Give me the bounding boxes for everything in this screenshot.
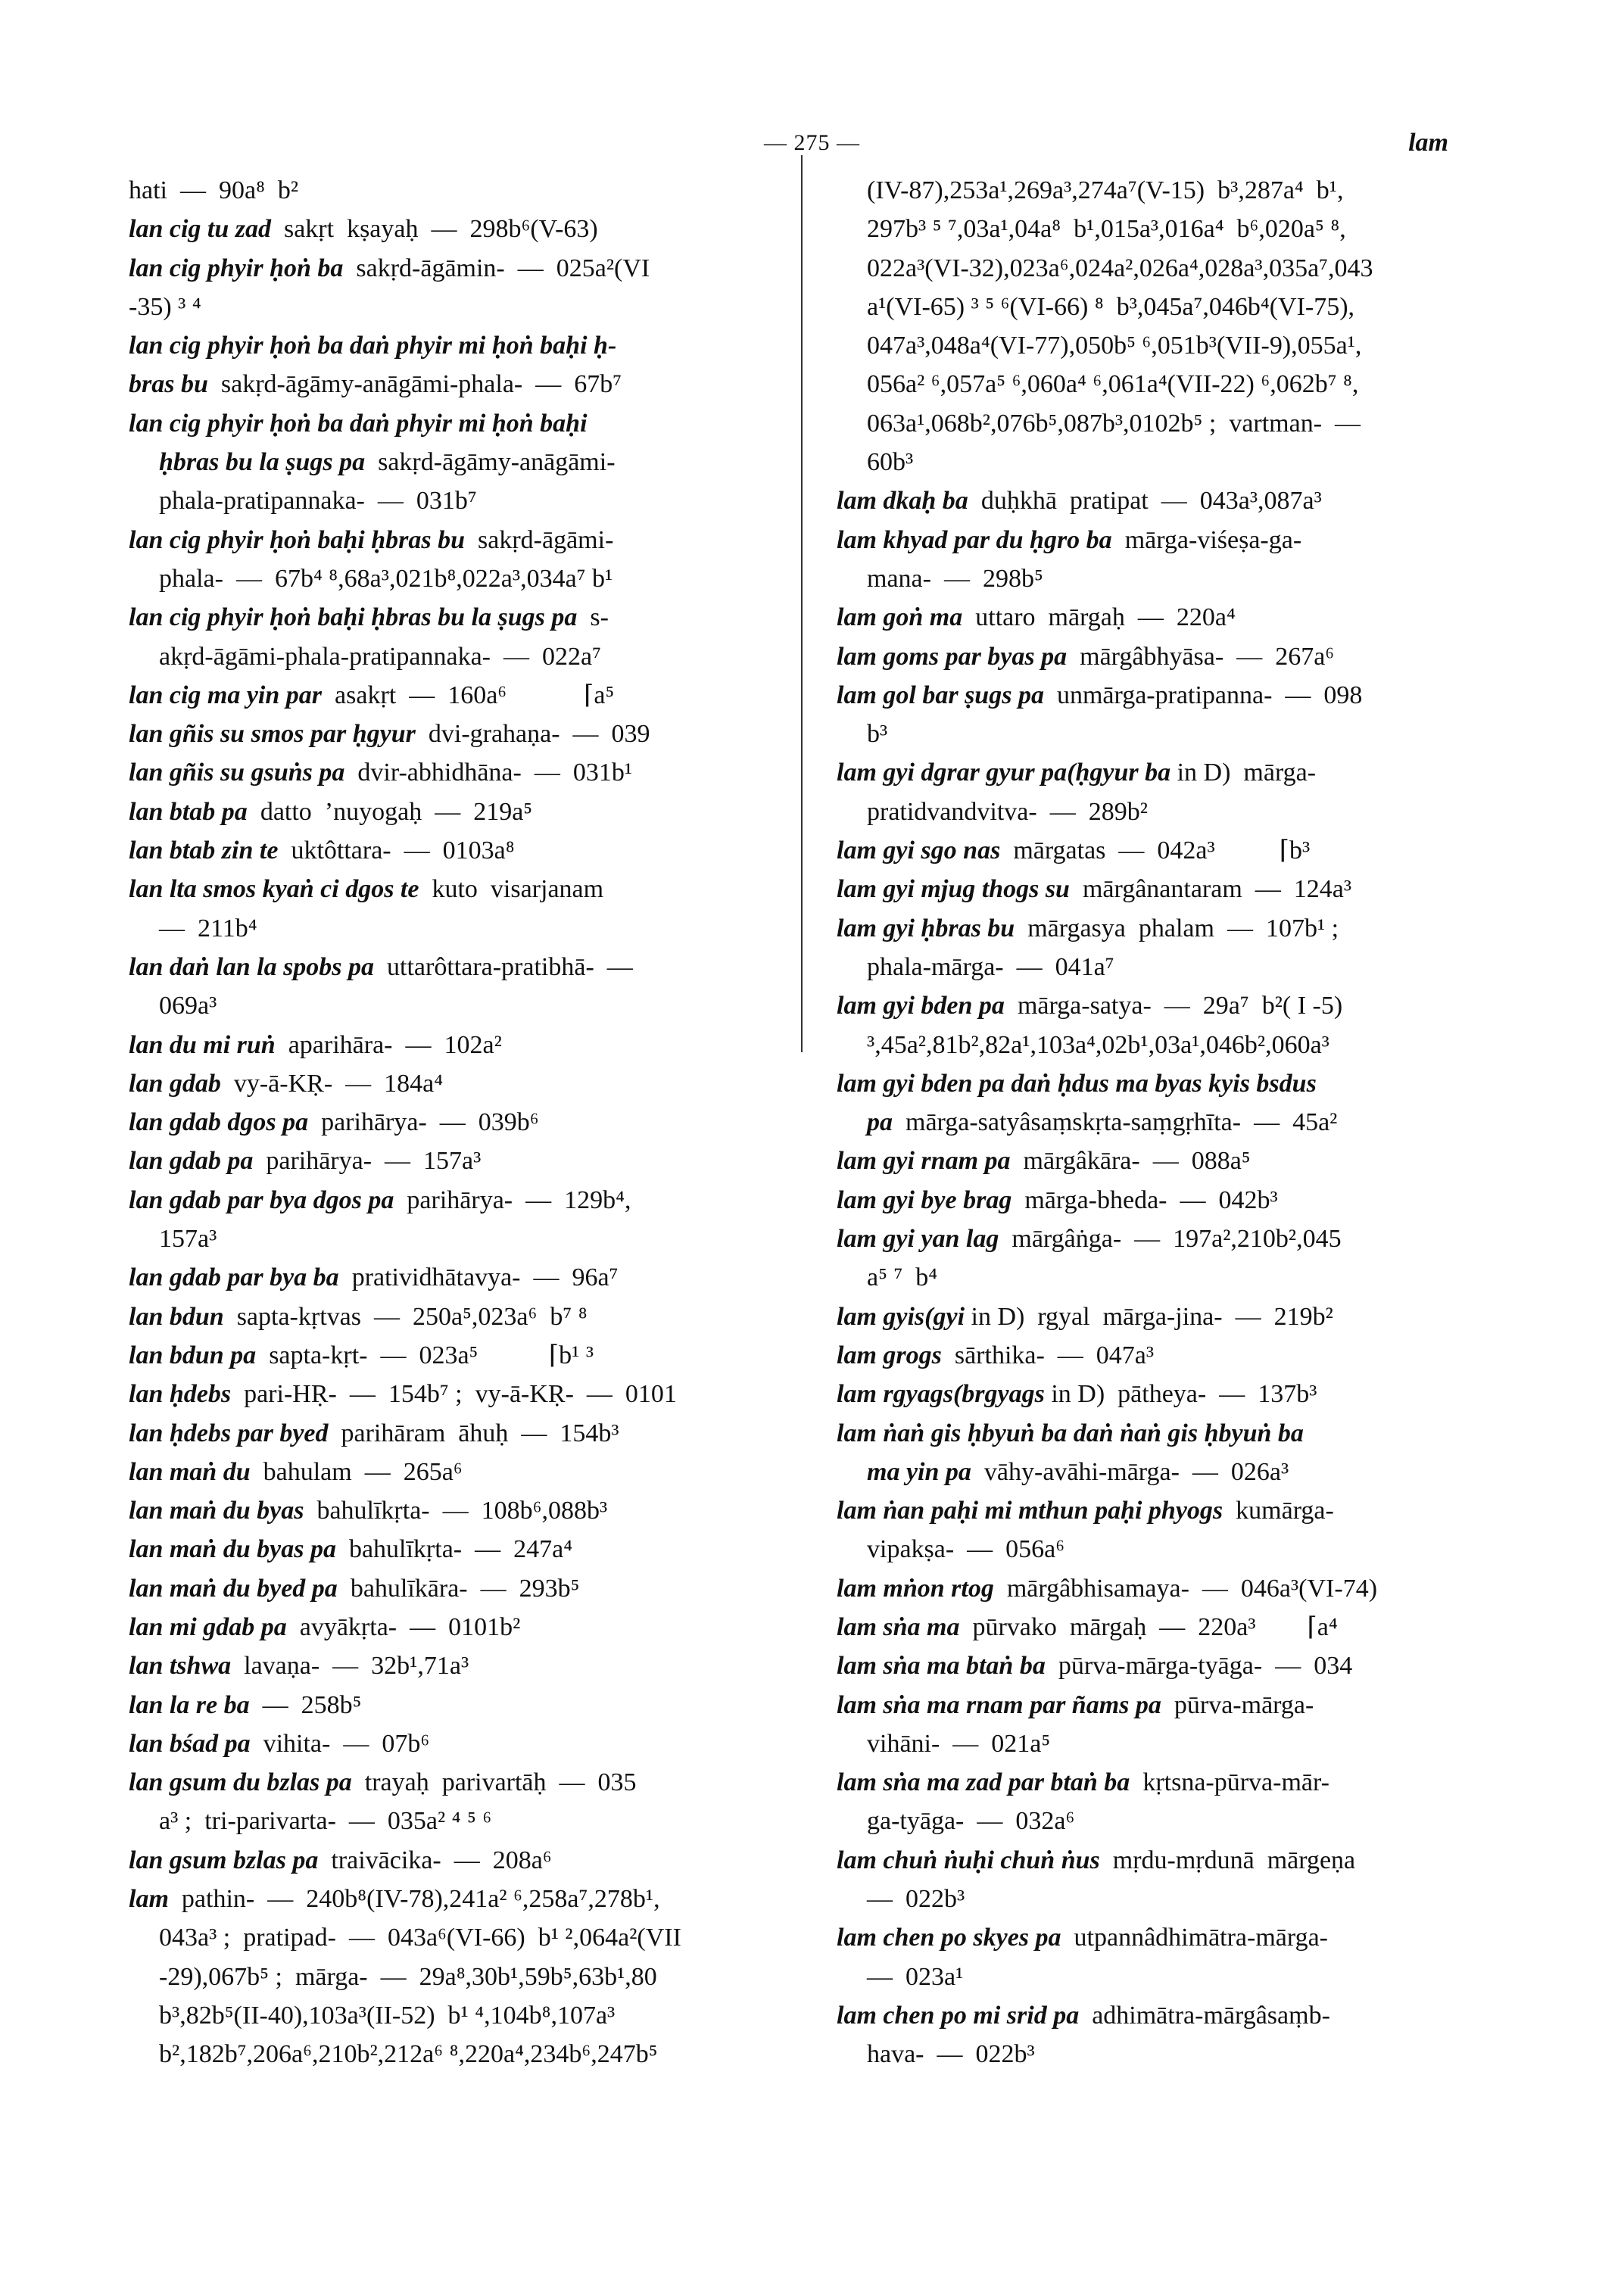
sanskrit-equivalent: 069a³ bbox=[159, 992, 217, 1020]
sanskrit-equivalent: 056a² ⁶,057a⁵ ⁶,060a⁴ ⁶,061a⁴(VII-22) ⁶,062b⁷ ⁸, bbox=[867, 370, 1359, 399]
sanskrit-equivalent: pathin- — 240b⁸(IV-78),241a² ⁶,258a⁷,278b¹, bbox=[168, 1885, 660, 1914]
dictionary-line bbox=[129, 2035, 807, 2073]
tibetan-headword: lan gdab dgos pa bbox=[129, 1108, 309, 1137]
sanskrit-equivalent: mārgasya phalam — 107b¹ ; bbox=[1015, 914, 1339, 942]
dictionary-line bbox=[837, 1530, 1515, 1569]
dictionary-line bbox=[129, 1724, 807, 1763]
tibetan-headword: lan gdab bbox=[129, 1069, 221, 1098]
tibetan-headword: lan gsum du bzlas pa bbox=[129, 1768, 352, 1797]
dictionary-line bbox=[129, 909, 807, 948]
dictionary-line bbox=[129, 986, 807, 1025]
dictionary-line bbox=[837, 1763, 1515, 1802]
dictionary-line bbox=[129, 1414, 807, 1453]
sanskrit-equivalent: 297b³ ⁵ ⁷,03a¹,04a⁸ b¹,015a³,016a⁴ b⁶,020a⁵ ⁸, bbox=[867, 215, 1346, 244]
sanskrit-equivalent: hati — 90a⁸ b² bbox=[129, 176, 299, 204]
dictionary-line bbox=[837, 1142, 1515, 1180]
tibetan-headword: lan bdun bbox=[129, 1302, 224, 1331]
sanskrit-equivalent: 157a³ bbox=[159, 1225, 217, 1254]
dictionary-line bbox=[837, 793, 1515, 831]
dictionary-line bbox=[837, 1491, 1515, 1530]
sanskrit-equivalent: mārga-satyâsaṃskṛta-saṃgṛhīta- — 45a² bbox=[893, 1108, 1338, 1137]
dictionary-line bbox=[129, 1569, 807, 1608]
dictionary-line bbox=[837, 1220, 1515, 1258]
tibetan-headword: lan mi gdab pa bbox=[129, 1612, 287, 1641]
dictionary-line bbox=[129, 1491, 807, 1530]
dictionary-line bbox=[129, 1841, 807, 1880]
sanskrit-equivalent: phala- — 67b⁴ ⁸,68a³,021b⁸,022a³,034a⁷ b¹ bbox=[159, 564, 613, 593]
tibetan-headword: lam goms par byas pa bbox=[837, 642, 1068, 671]
tibetan-headword: lan bdun pa bbox=[129, 1341, 257, 1369]
dictionary-line bbox=[837, 249, 1515, 288]
dictionary-line bbox=[129, 1298, 807, 1336]
dictionary-line bbox=[129, 1802, 807, 1840]
dictionary-line bbox=[837, 288, 1515, 326]
sanskrit-equivalent: vihāni- — 021a⁵ bbox=[867, 1729, 1051, 1758]
dictionary-line bbox=[129, 1181, 807, 1220]
sanskrit-equivalent: kumārga- bbox=[1223, 1497, 1334, 1525]
sanskrit-equivalent: ga-tyāga- — 032a⁶ bbox=[867, 1807, 1075, 1836]
dictionary-line bbox=[837, 1103, 1515, 1142]
tibetan-headword: lan la re ba bbox=[129, 1690, 250, 1719]
sanskrit-equivalent: pratidvandvitva- — 289b² bbox=[867, 797, 1148, 826]
tibetan-headword: lan bśad pa bbox=[129, 1729, 251, 1758]
tibetan-headword: lam sṅa ma rnam par ñams pa bbox=[837, 1690, 1161, 1719]
tibetan-headword: lan daṅ lan la spobs pa bbox=[129, 952, 375, 981]
dictionary-line bbox=[837, 1064, 1515, 1103]
dictionary-line bbox=[129, 365, 807, 403]
dictionary-line bbox=[837, 1686, 1515, 1724]
dictionary-line bbox=[129, 1064, 807, 1103]
sanskrit-equivalent: uttaro mārgaḥ — 220a⁴ bbox=[962, 603, 1236, 632]
sanskrit-equivalent: mana- — 298b⁵ bbox=[867, 564, 1043, 593]
sanskrit-equivalent: parihārya- — 157a³ bbox=[253, 1147, 482, 1176]
sanskrit-equivalent: b³ bbox=[867, 720, 888, 749]
dictionary-line bbox=[837, 948, 1515, 986]
tibetan-headword: lam gyi mjug thogs su bbox=[837, 875, 1070, 904]
tibetan-headword: lam gyi dgrar gyur pa(ḥgyur ba bbox=[837, 759, 1171, 787]
sanskrit-equivalent: traivācika- — 208a⁶ bbox=[318, 1846, 552, 1874]
sanskrit-equivalent: in D) rgyal mārga-jina- — 219b² bbox=[965, 1302, 1333, 1331]
dictionary-line bbox=[837, 1802, 1515, 1840]
right-column bbox=[837, 171, 1515, 2074]
sanskrit-equivalent: sārthika- — 047a³ bbox=[941, 1341, 1155, 1369]
sanskrit-equivalent: mārgatas — 042a³ ⌈b³ bbox=[1000, 837, 1311, 865]
tibetan-headword: lan gdab par bya ba bbox=[129, 1263, 339, 1292]
sanskrit-equivalent: pūrva-mārga-tyāga- — 034 bbox=[1045, 1652, 1353, 1681]
sanskrit-equivalent: ³,45a²,81b²,82a¹,103a⁴,02b¹,03a¹,046b²,060a³ bbox=[867, 1030, 1329, 1059]
sanskrit-equivalent: unmārga-pratipanna- — 098 bbox=[1043, 681, 1363, 709]
dictionary-line bbox=[837, 676, 1515, 715]
dictionary-line bbox=[129, 559, 807, 598]
tibetan-headword: lan lta smos kyaṅ ci dgos te bbox=[129, 875, 419, 904]
sanskrit-equivalent: — 023a¹ bbox=[867, 1962, 964, 1991]
tibetan-headword: lam goṅ ma bbox=[837, 603, 963, 632]
tibetan-headword: lan cig tu zad bbox=[129, 215, 271, 244]
sanskrit-equivalent: trayaḥ parivartāḥ — 035 bbox=[351, 1768, 637, 1797]
dictionary-line bbox=[837, 559, 1515, 598]
dictionary-line bbox=[129, 404, 807, 443]
dictionary-line bbox=[129, 1220, 807, 1258]
tibetan-headword: lam gyi ḥbras bu bbox=[837, 914, 1015, 942]
tibetan-headword: lan gsum bzlas pa bbox=[129, 1846, 319, 1874]
dictionary-line bbox=[837, 1026, 1515, 1064]
dictionary-line bbox=[129, 948, 807, 986]
sanskrit-equivalent: mārgânantaram — 124a³ bbox=[1069, 875, 1352, 904]
sanskrit-equivalent: mārgâbhisamaya- — 046a³(VI-74) bbox=[993, 1574, 1378, 1603]
tibetan-headword: ḥbras bu la ṣugs pa bbox=[159, 448, 366, 477]
sanskrit-equivalent: mṛdu-mṛdunā mārgeṇa bbox=[1099, 1846, 1356, 1874]
dictionary-line bbox=[837, 481, 1515, 520]
tibetan-headword: lam gyi sgo nas bbox=[837, 837, 1001, 865]
dictionary-line bbox=[129, 1608, 807, 1647]
sanskrit-equivalent: 022a³(VI-32),023a⁶,024a²,026a⁴,028a³,035a⁷,043 bbox=[867, 254, 1373, 282]
dictionary-line bbox=[129, 1918, 807, 1957]
dictionary-line bbox=[129, 1258, 807, 1297]
tibetan-headword: lan gñis su gsuṅs pa bbox=[129, 759, 345, 787]
dictionary-line bbox=[129, 676, 807, 715]
dictionary-line bbox=[129, 1647, 807, 1685]
dictionary-line bbox=[129, 1142, 807, 1180]
sanskrit-equivalent: adhimātra-mārgâsaṃb- bbox=[1079, 2001, 1330, 2030]
tibetan-headword: lan btab zin te bbox=[129, 837, 279, 865]
dictionary-line bbox=[837, 637, 1515, 676]
dictionary-line bbox=[837, 753, 1515, 792]
dictionary-line bbox=[129, 443, 807, 481]
dictionary-line bbox=[837, 1258, 1515, 1297]
dictionary-line bbox=[129, 598, 807, 637]
sanskrit-equivalent: (IV-87),253a¹,269a³,274a⁷(V-15) b³,287a⁴ b¹, bbox=[867, 176, 1344, 204]
sanskrit-equivalent: datto ’nuyogaḥ — 219a⁵ bbox=[247, 797, 533, 826]
sanskrit-equivalent: 047a³,048a⁴(VI-77),050b⁵ ⁶,051b³(VII-9),055a¹, bbox=[867, 332, 1362, 360]
dictionary-line bbox=[837, 210, 1515, 248]
sanskrit-equivalent: dvir-abhidhāna- — 031b¹ bbox=[344, 759, 633, 787]
dictionary-line bbox=[129, 1958, 807, 1996]
dictionary-line bbox=[129, 870, 807, 908]
dictionary-line bbox=[837, 1336, 1515, 1375]
sanskrit-equivalent: -35) ³ ⁴ bbox=[129, 292, 201, 321]
sanskrit-equivalent: in D) mārga- bbox=[1170, 759, 1317, 787]
dictionary-line bbox=[837, 171, 1515, 210]
tibetan-headword: ma yin pa bbox=[867, 1457, 971, 1486]
tibetan-headword: lan du mi ruṅ bbox=[129, 1030, 276, 1059]
sanskrit-equivalent: uttarôttara-pratibhā- — bbox=[374, 952, 633, 981]
dictionary-line bbox=[837, 1918, 1515, 1957]
sanskrit-equivalent: hava- — 022b³ bbox=[867, 2040, 1035, 2069]
sanskrit-equivalent: sakṛd-āgāmi- bbox=[465, 525, 614, 554]
tibetan-headword: lam gyis(gyi bbox=[837, 1302, 965, 1331]
dictionary-line bbox=[837, 1724, 1515, 1763]
sanskrit-equivalent: avyākṛta- — 0101b² bbox=[286, 1612, 521, 1641]
sanskrit-equivalent: mārgâkāra- — 088a⁵ bbox=[1010, 1147, 1251, 1176]
sanskrit-equivalent: mārga-bheda- — 042b³ bbox=[1011, 1185, 1278, 1214]
sanskrit-equivalent: bahulam — 265a⁶ bbox=[250, 1457, 463, 1486]
sanskrit-equivalent: mārga-satya- — 29a⁷ b²( I -5) bbox=[1004, 992, 1343, 1020]
sanskrit-equivalent: lavaṇa- — 32b¹,71a³ bbox=[231, 1652, 469, 1681]
tibetan-headword: lan maṅ du byed pa bbox=[129, 1574, 338, 1603]
left-column bbox=[129, 171, 807, 2074]
sanskrit-equivalent: bahulīkṛta- — 247a⁴ bbox=[335, 1535, 573, 1564]
sanskrit-equivalent: mārga-viśeṣa-ga- bbox=[1111, 525, 1302, 554]
sanskrit-equivalent: phala-mārga- — 041a⁷ bbox=[867, 952, 1114, 981]
dictionary-line bbox=[129, 210, 807, 248]
sanskrit-equivalent: pratividhātavya- — 96a⁷ bbox=[338, 1263, 619, 1292]
tibetan-headword: lam rgyags(brgyags bbox=[837, 1380, 1045, 1409]
dictionary-line bbox=[837, 1608, 1515, 1647]
sanskrit-equivalent: sakṛd-āgāmin- — 025a²(VI bbox=[343, 254, 650, 282]
dictionary-line bbox=[129, 1763, 807, 1802]
sanskrit-equivalent: duḥkhā pratipat — 043a³,087a³ bbox=[968, 487, 1322, 516]
dictionary-line bbox=[837, 326, 1515, 365]
dictionary-line bbox=[129, 1996, 807, 2035]
tibetan-headword: lam gyi bden pa bbox=[837, 992, 1005, 1020]
dictionary-line bbox=[129, 1880, 807, 1918]
dictionary-line bbox=[837, 404, 1515, 443]
tibetan-headword: lam mṅon rtog bbox=[837, 1574, 994, 1603]
dictionary-line bbox=[129, 1686, 807, 1724]
dictionary-line bbox=[129, 1375, 807, 1413]
dictionary-line bbox=[837, 715, 1515, 753]
dictionary-line bbox=[837, 365, 1515, 403]
sanskrit-equivalent: mārgâbhyāsa- — 267a⁶ bbox=[1067, 642, 1335, 671]
tibetan-headword: lam gyi bden pa daṅ ḥdus ma byas kyis bsdus bbox=[837, 1069, 1317, 1098]
sanskrit-equivalent: sapta-kṛt- — 023a⁵ ⌈b¹ ³ bbox=[256, 1341, 594, 1369]
sanskrit-equivalent: parihārya- — 039b⁶ bbox=[308, 1108, 539, 1137]
sanskrit-equivalent: utpannâdhimātra-mārga- bbox=[1061, 1924, 1328, 1952]
dictionary-line bbox=[129, 1103, 807, 1142]
sanskrit-equivalent: b³,82b⁵(II-40),103a³(II-52) b¹ ⁴,104b⁸,107a³ bbox=[159, 2001, 616, 2030]
tibetan-headword: lam gol bar ṣugs pa bbox=[837, 681, 1044, 709]
tibetan-headword: lan maṅ du byas bbox=[129, 1497, 304, 1525]
dictionary-line bbox=[837, 1841, 1515, 1880]
tibetan-headword: lan cig phyir ḥoṅ baḥi ḥbras bu la ṣugs pa bbox=[129, 603, 578, 632]
dictionary-line bbox=[837, 2035, 1515, 2073]
dictionary-line bbox=[129, 249, 807, 288]
dictionary-line bbox=[837, 1958, 1515, 1996]
sanskrit-equivalent: parihārya- — 129b⁴, bbox=[394, 1185, 631, 1214]
sanskrit-equivalent: sakṛt kṣayaḥ — 298b⁶(V-63) bbox=[270, 215, 598, 244]
dictionary-line bbox=[129, 753, 807, 792]
sanskrit-equivalent: — 022b³ bbox=[867, 1885, 965, 1914]
sanskrit-equivalent: sakṛd-āgāmy-anāgāmi-phala- — 67b⁷ bbox=[207, 370, 622, 399]
dictionary-line bbox=[129, 1336, 807, 1375]
tibetan-headword: lam dkaḥ ba bbox=[837, 487, 968, 516]
tibetan-headword: lan cig phyir ḥoṅ ba daṅ phyir mi ḥoṅ baḥi ḥ- bbox=[129, 332, 617, 360]
dictionary-line bbox=[129, 1453, 807, 1491]
tibetan-headword: lan cig ma yin par bbox=[129, 681, 323, 709]
sanskrit-equivalent: 043a³ ; pratipad- — 043a⁶(VI-66) b¹ ²,064a²(VII bbox=[159, 1924, 681, 1952]
sanskrit-equivalent: sakṛd-āgāmy-anāgāmi- bbox=[365, 448, 616, 477]
sanskrit-equivalent: aparihāra- — 102a² bbox=[275, 1030, 502, 1059]
dictionary-line bbox=[837, 1181, 1515, 1220]
page-number: — 275 — bbox=[764, 130, 860, 155]
sanskrit-equivalent: a³ ; tri-parivarta- — 035a² ⁴ ⁵ ⁶ bbox=[159, 1807, 492, 1836]
dictionary-line bbox=[837, 521, 1515, 559]
sanskrit-equivalent: parihāram āhuḥ — 154b³ bbox=[328, 1419, 619, 1447]
tibetan-headword: lan btab pa bbox=[129, 797, 248, 826]
dictionary-line bbox=[837, 870, 1515, 908]
dictionary-line bbox=[837, 1996, 1515, 2035]
tibetan-headword: lan tshwa bbox=[129, 1652, 232, 1681]
sanskrit-equivalent: pūrva-mārga- bbox=[1161, 1690, 1314, 1719]
dictionary-line bbox=[837, 1375, 1515, 1413]
dictionary-line bbox=[129, 637, 807, 676]
dictionary-line bbox=[129, 288, 807, 326]
dictionary-line bbox=[837, 443, 1515, 481]
sanskrit-equivalent: bahulīkṛta- — 108b⁶,088b³ bbox=[304, 1497, 608, 1525]
sanskrit-equivalent: mārgâṅga- — 197a²,210b²,045 bbox=[999, 1225, 1342, 1254]
dictionary-line bbox=[129, 326, 807, 365]
dictionary-line bbox=[837, 831, 1515, 870]
tibetan-headword: lan cig phyir ḥoṅ ba bbox=[129, 254, 344, 282]
tibetan-headword: lam ṅaṅ gis ḥbyuṅ ba daṅ ṅaṅ gis ḥbyuṅ ba bbox=[837, 1419, 1304, 1447]
sanskrit-equivalent: vipakṣa- — 056a⁶ bbox=[867, 1535, 1065, 1564]
sanskrit-equivalent: vāhy-avāhi-mārga- — 026a³ bbox=[971, 1457, 1289, 1486]
sanskrit-equivalent: a¹(VI-65) ³ ⁵ ⁶(VI-66) ⁸ b³,045a⁷,046b⁴(VI-75), bbox=[867, 292, 1355, 321]
tibetan-headword: lam ṅan paḥi mi mthun paḥi phyogs bbox=[837, 1497, 1223, 1525]
tibetan-headword: lan gdab par bya dgos pa bbox=[129, 1185, 394, 1214]
tibetan-headword: lam bbox=[129, 1885, 169, 1914]
tibetan-headword: lan ḥdebs bbox=[129, 1380, 232, 1409]
tibetan-headword: lan maṅ du bbox=[129, 1457, 251, 1486]
tibetan-headword: lan cig phyir ḥoṅ baḥi ḥbras bu bbox=[129, 525, 466, 554]
sanskrit-equivalent: s- bbox=[577, 603, 609, 632]
tibetan-headword: lam sṅa ma btaṅ ba bbox=[837, 1652, 1046, 1681]
sanskrit-equivalent: -29),067b⁵ ; mārga- — 29a⁸,30b¹,59b⁵,63b¹,80 bbox=[159, 1962, 657, 1991]
dictionary-line bbox=[837, 986, 1515, 1025]
dictionary-line bbox=[129, 715, 807, 753]
dictionary-line bbox=[129, 831, 807, 870]
tibetan-headword: lam sṅa ma bbox=[837, 1612, 960, 1641]
dictionary-line bbox=[837, 1414, 1515, 1453]
tibetan-headword: bras bu bbox=[129, 370, 208, 399]
running-head: lam bbox=[1408, 129, 1448, 157]
sanskrit-equivalent: sapta-kṛtvas — 250a⁵,023a⁶ b⁷ ⁸ bbox=[223, 1302, 588, 1331]
tibetan-headword: lam gyi rnam pa bbox=[837, 1147, 1011, 1176]
sanskrit-equivalent: uktôttara- — 0103a⁸ bbox=[278, 837, 515, 865]
sanskrit-equivalent: 063a¹,068b²,076b⁵,087b³,0102b⁵ ; vartman- — bbox=[867, 409, 1361, 438]
dictionary-line bbox=[129, 481, 807, 520]
sanskrit-equivalent: pūrvako mārgaḥ — 220a³ ⌈a⁴ bbox=[959, 1612, 1338, 1641]
dictionary-line bbox=[129, 1530, 807, 1569]
sanskrit-equivalent: kuto visarjanam bbox=[419, 875, 604, 904]
sanskrit-equivalent: in D) pātheya- — 137b³ bbox=[1044, 1380, 1317, 1409]
dictionary-line bbox=[129, 793, 807, 831]
tibetan-headword: lan maṅ du byas pa bbox=[129, 1535, 336, 1564]
sanskrit-equivalent: bahulīkāra- — 293b⁵ bbox=[337, 1574, 580, 1603]
tibetan-headword: lam sṅa ma zad par btaṅ ba bbox=[837, 1768, 1130, 1797]
tibetan-headword: lan cig phyir ḥoṅ ba daṅ phyir mi ḥoṅ baḥi bbox=[129, 409, 588, 438]
dictionary-line bbox=[837, 1569, 1515, 1608]
sanskrit-equivalent: akṛd-āgāmi-phala-pratipannaka- — 022a⁷ bbox=[159, 642, 601, 671]
sanskrit-equivalent: dvi-grahaṇa- — 039 bbox=[415, 720, 650, 749]
sanskrit-equivalent: — 211b⁴ bbox=[159, 914, 257, 942]
sanskrit-equivalent: a⁵ ⁷ b⁴ bbox=[867, 1263, 938, 1292]
dictionary-line bbox=[837, 1453, 1515, 1491]
tibetan-headword: lan ḥdebs par byed bbox=[129, 1419, 329, 1447]
tibetan-headword: pa bbox=[867, 1108, 893, 1137]
dictionary-line bbox=[837, 1880, 1515, 1918]
sanskrit-equivalent: asakṛt — 160a⁶ ⌈a⁵ bbox=[322, 681, 615, 709]
sanskrit-equivalent: vihita- — 07b⁶ bbox=[250, 1729, 430, 1758]
tibetan-headword: lam chen po mi srid pa bbox=[837, 2001, 1080, 2030]
tibetan-headword: lan gdab pa bbox=[129, 1147, 254, 1176]
dictionary-line bbox=[837, 598, 1515, 637]
tibetan-headword: lam khyad par du ḥgro ba bbox=[837, 525, 1112, 554]
dictionary-line bbox=[837, 1298, 1515, 1336]
tibetan-headword: lan gñis su smos par ḥgyur bbox=[129, 720, 416, 749]
sanskrit-equivalent: — 258b⁵ bbox=[249, 1690, 362, 1719]
dictionary-line bbox=[837, 1647, 1515, 1685]
tibetan-headword: lam gyi bye brag bbox=[837, 1185, 1012, 1214]
tibetan-headword: lam chen po skyes pa bbox=[837, 1924, 1061, 1952]
sanskrit-equivalent: b²,182b⁷,206a⁶,210b²,212a⁶ ⁸,220a⁴,234b⁶,247b⁵ bbox=[159, 2040, 658, 2069]
sanskrit-equivalent: 60b³ bbox=[867, 448, 914, 477]
sanskrit-equivalent: phala-pratipannaka- — 031b⁷ bbox=[159, 487, 477, 516]
dictionary-line bbox=[129, 521, 807, 559]
dictionary-line bbox=[129, 171, 807, 210]
tibetan-headword: lam grogs bbox=[837, 1341, 942, 1369]
dictionary-line bbox=[837, 909, 1515, 948]
sanskrit-equivalent: pari-HṚ- — 154b⁷ ; vy-ā-KṚ- — 0101 bbox=[231, 1380, 677, 1409]
tibetan-headword: lam gyi yan lag bbox=[837, 1225, 999, 1254]
tibetan-headword: lam chuṅ ṅuḥi chuṅ ṅus bbox=[837, 1846, 1100, 1874]
sanskrit-equivalent: vy-ā-KṚ- — 184a⁴ bbox=[220, 1069, 444, 1098]
dictionary-line bbox=[129, 1026, 807, 1064]
sanskrit-equivalent: kṛtsna-pūrva-mār- bbox=[1130, 1768, 1329, 1797]
